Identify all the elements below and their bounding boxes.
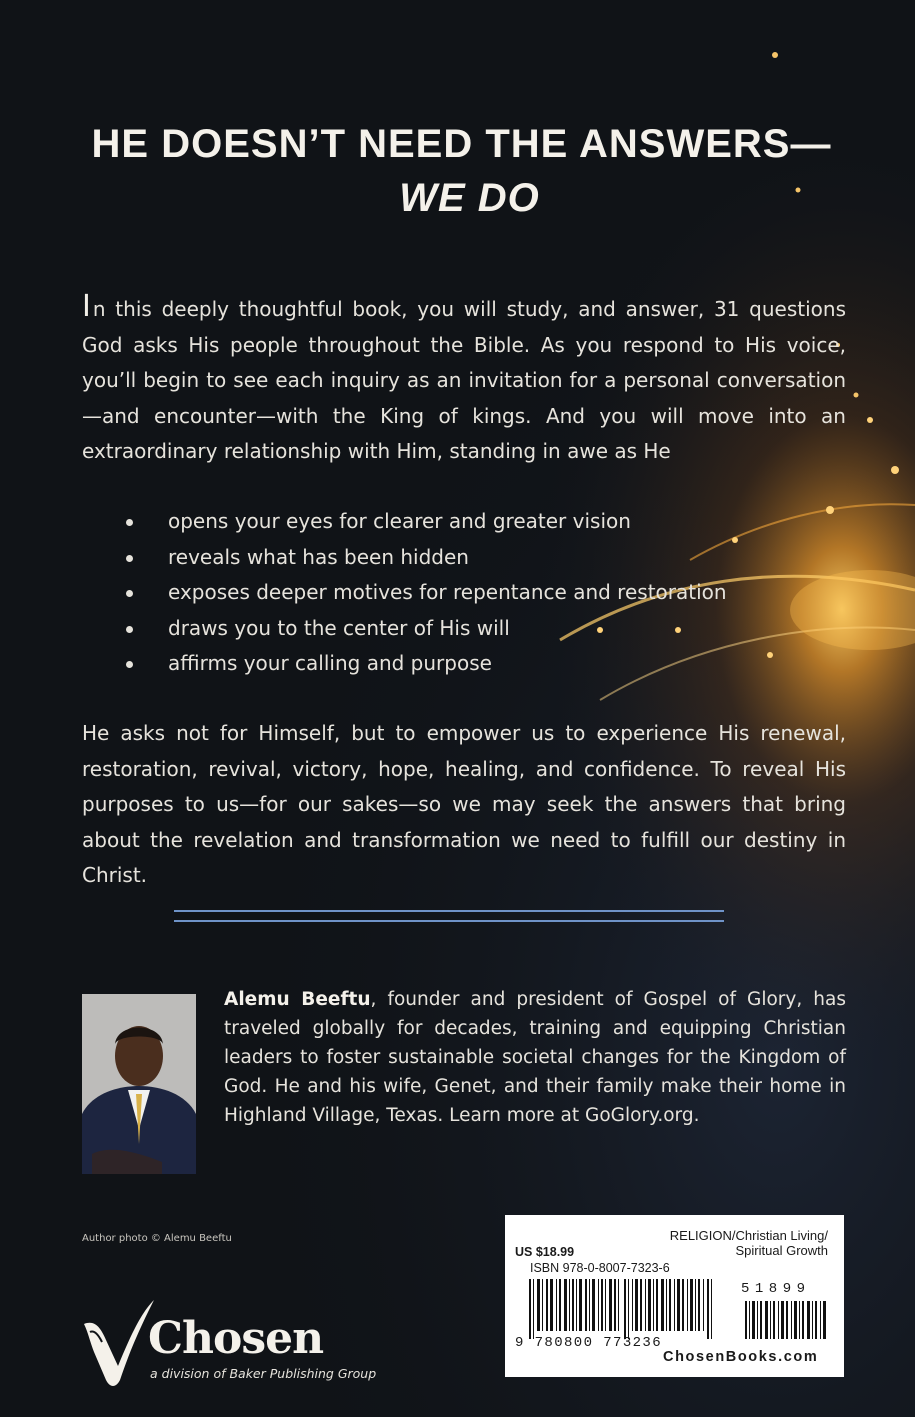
bullet-dot	[126, 519, 133, 526]
bullet-item	[122, 540, 727, 576]
bisac-category-line-1: RELIGION/Christian Living/	[669, 1228, 828, 1243]
bullet-dot	[126, 661, 133, 668]
bullet-dot	[126, 590, 133, 597]
isbn-label: ISBN 978-0-8007-7323-6	[530, 1261, 670, 1275]
bullet-list	[122, 504, 727, 682]
author-name: Alemu Beeftu	[224, 989, 371, 1010]
author-photo	[82, 994, 196, 1174]
photo-credit: Author photo © Alemu Beeftu	[82, 1233, 232, 1244]
barcode-digits: 9 780800 773236	[515, 1335, 663, 1351]
closing-paragraph: He asks not for Himself, but to empower us to experience His renewal, restoration, revival, victory, hope, healing, and confidence. To reveal His purposes to us—for our sakes—so we may seek the answers that bring about the revelation and transformation we need to fulfill our destiny in Christ.	[82, 721, 846, 887]
bullet-text: opens your eyes for clearer and greater vision	[168, 509, 631, 533]
bullet-dot	[126, 626, 133, 633]
publisher-website: ChosenBooks.com	[663, 1349, 819, 1365]
bisac-category-line-2: Spiritual Growth	[735, 1243, 828, 1258]
bullet-text: draws you to the center of His will	[168, 615, 510, 640]
author-bio	[224, 985, 846, 1130]
bullet-item	[122, 504, 727, 540]
intro-paragraph	[82, 289, 846, 470]
divider-line-top	[174, 910, 724, 912]
bullet-text: affirms your calling and purpose	[168, 651, 492, 675]
intro-dropcap: I	[82, 289, 91, 324]
headline-line-1: HE DOESN’T NEED THE ANSWERS—	[91, 122, 832, 166]
price-label: US $18.99	[515, 1245, 575, 1259]
headline-line-2: WE DO	[399, 176, 540, 220]
bullet-text: reveals what has been hidden	[168, 544, 469, 569]
author-bio-text: , founder and president of Gospel of Glory, has traveled globally for decades, training and equipping Christian leaders to foster sustainable societal changes for the Kingdom of God. He and his wife, Genet, and their family make their home in Highland Village, Texas. Learn more at GoGlory.org.	[224, 989, 846, 1126]
bullet-item	[122, 611, 727, 647]
barcode-addon-digits: 51899	[741, 1281, 811, 1297]
author-portrait-icon	[82, 994, 196, 1174]
bullet-dot	[126, 555, 133, 562]
barcode-panel	[505, 1215, 844, 1377]
bullet-item	[122, 575, 727, 611]
bullet-text: exposes deeper motives for repentance and restoration	[168, 580, 727, 604]
divider-line-bottom	[174, 920, 724, 922]
publisher-tagline: a division of Baker Publishing Group	[150, 1366, 377, 1381]
bullet-item	[122, 646, 727, 682]
intro-text: n this deeply thoughtful book, you will study, and answer, 31 questions God asks His people throughout the Bible. As you respond to His voice, you’ll begin to see each inquiry as an invitation for a personal conversation—and encounter—with the King of kings. And you will move into an extraordinary relationship with Him, standing in awe as He	[82, 297, 846, 463]
publisher-name: Chosen	[148, 1313, 324, 1364]
